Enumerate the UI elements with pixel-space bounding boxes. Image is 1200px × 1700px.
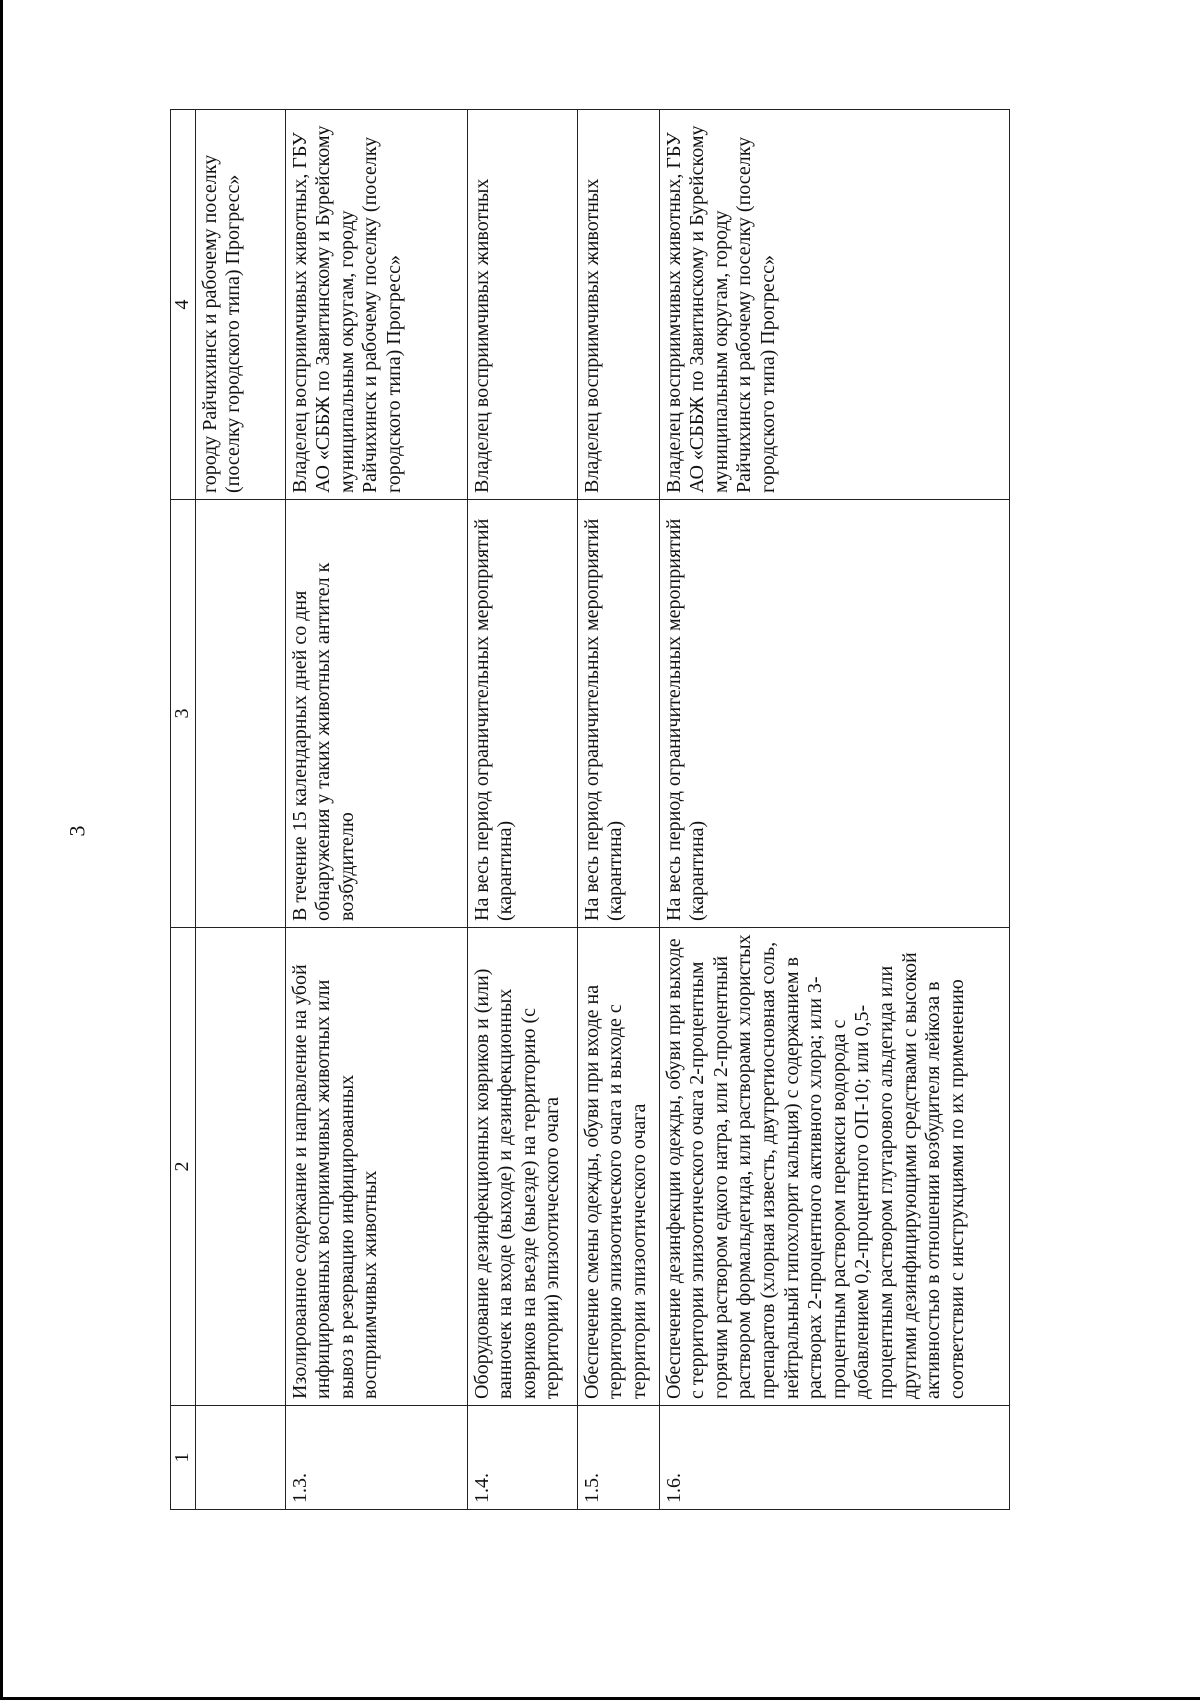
table-row [285, 110, 467, 1510]
row-number-cell: 1.4. [467, 1406, 577, 1510]
responsible-cell: Владелец восприимчивых животных [467, 110, 577, 500]
measure-cell: Изолированное содержание и направление на убой инфицированных восприимчивых животных или вывоз в резервацию инфицированных восприимчивых животных [285, 928, 467, 1406]
term-cell: На весь период ограничительных мероприятий (карантина) [577, 500, 659, 928]
header-cell-3: 3 [171, 500, 196, 928]
row-number-cell: 1.5. [577, 1406, 659, 1510]
measure-cell: Обеспечение смены одежды, обуви при входе на территорию эпизоотического очага и выходе с территории эпизоотического очага [577, 928, 659, 1406]
table-row [195, 110, 285, 1510]
responsible-cell: Владелец восприимчивых животных, ГБУ АО «СББЖ по Завитинскому и Бурейскому муниципальным округам, городу Райчихинск и рабочему поселку (поселку городского типа) Прогресс» [285, 110, 467, 500]
measure-cell: Обеспечение дезинфекции одежды, обуви при выходе с территории эпизоотического очага 2-процентным горячим раствором едкого натра, или 2-процентный раствором формальдегида, или растворами хлористых препаратов (хлорная известь, двутретиосновная соль, нейтральный гипохлорит кальция) с содержанием в растворах 2-процентного активного хлора; или 3-процентным раствором перекиси водорода с добавлением 0,2-процентного ОП-10; или 0,5-процентным раствором глутарового альдегида или другими дезинфицирующими средствами с высокой активностью в отношении возбудителя лейкоза в соответствии с инструкциями по их применению [659, 928, 1009, 1406]
row-number-cell [195, 1406, 285, 1510]
term-cell: В течение 15 календарных дней со дня обнаружения у таких животных антител к возбудителю [285, 500, 467, 928]
table-row [467, 110, 577, 1510]
rotated-table-wrapper [170, 110, 1070, 1510]
header-cell-4: 4 [171, 110, 196, 500]
measure-cell [195, 928, 285, 1406]
row-number-cell: 1.3. [285, 1406, 467, 1510]
responsible-cell: Владелец восприимчивых животных [577, 110, 659, 500]
table-header-row [171, 110, 196, 1510]
scan-edge-left [0, 0, 3, 1700]
header-cell-1: 1 [171, 1406, 196, 1510]
term-cell: На весь период ограничительных мероприятий (карантина) [659, 500, 1009, 928]
responsible-cell: городу Райчихинск и рабочему поселку (поселку городского типа) Прогресс» [195, 110, 285, 500]
row-number-cell: 1.6. [659, 1406, 1009, 1510]
table-row [577, 110, 659, 1510]
table-row [659, 110, 1009, 1510]
measures-table [170, 109, 1010, 1510]
page-number: 3 [64, 825, 90, 837]
term-cell: На весь период ограничительных мероприятий (карантина) [467, 500, 577, 928]
header-cell-2: 2 [171, 928, 196, 1406]
responsible-cell: Владелец восприимчивых животных, ГБУ АО «СББЖ по Завитинскому и Бурейскому муниципальным округам, городу Райчихинск и рабочему поселку (поселку городского типа) Прогресс» [659, 110, 1009, 500]
measure-cell: Оборудование дезинфекционных ковриков и (или) ванночек на входе (выходе) и дезинфекционных ковриков на въезде (выезде) на территорию (с территории) эпизоотического очага [467, 928, 577, 1406]
term-cell [195, 500, 285, 928]
